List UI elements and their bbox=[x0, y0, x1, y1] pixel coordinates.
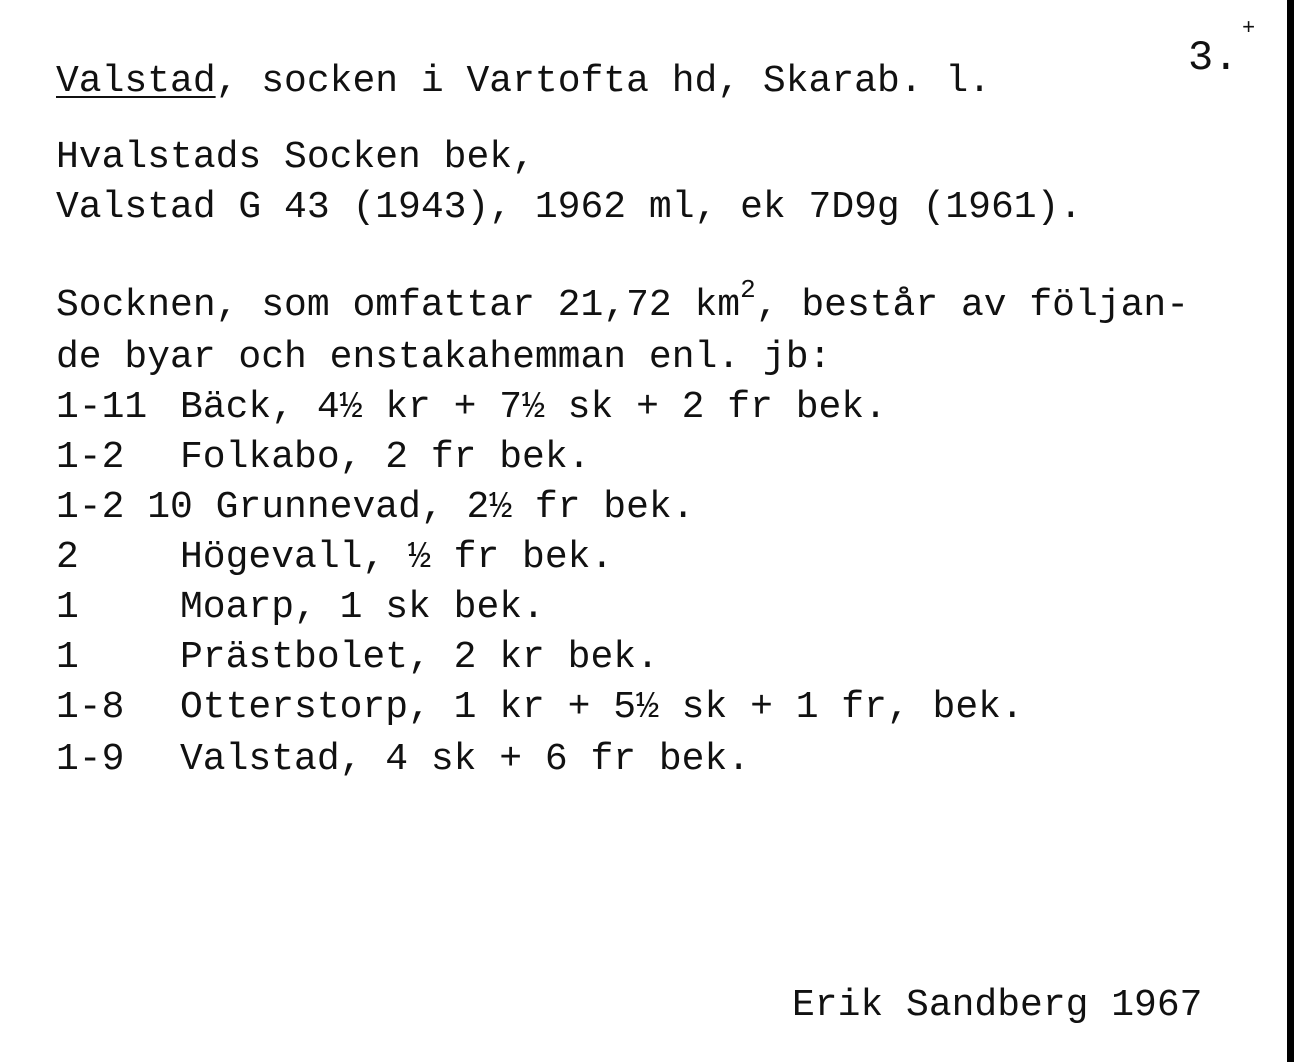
parish-location: , socken i Vartofta hd, Skarab. l. bbox=[215, 60, 991, 103]
parish-title: Valstad bbox=[56, 60, 216, 103]
page-number: 3. bbox=[1188, 34, 1239, 82]
village-number: 1-11 bbox=[56, 386, 148, 429]
village-row bbox=[56, 436, 590, 480]
name-line-2: Valstad G 43 (1943), 1962 ml, ek 7D9g (1961). bbox=[56, 186, 1083, 229]
village-row bbox=[56, 636, 659, 680]
village-text: Bäck, 4½ kr + 7½ sk + 2 fr bek. bbox=[180, 386, 887, 429]
village-text: Moarp, 1 sk bek. bbox=[180, 586, 545, 629]
village-text: Prästbolet, 2 kr bek. bbox=[180, 636, 659, 679]
corner-mark: + bbox=[1242, 16, 1256, 41]
village-number: 1-2 10 bbox=[56, 486, 193, 529]
village-text: Grunnevad, 2½ fr bek. bbox=[215, 486, 695, 529]
signature: Erik Sandberg 1967 bbox=[792, 984, 1203, 1027]
area-line-1 bbox=[56, 275, 1190, 330]
village-number: 2 bbox=[56, 536, 79, 579]
area-line-2: de byar och enstakahemman enl. jb: bbox=[56, 336, 832, 379]
village-number: 1 bbox=[56, 636, 79, 679]
village-text: Högevall, ½ fr bek. bbox=[180, 536, 614, 579]
village-number: 1-2 bbox=[56, 436, 125, 479]
village-number: 1-9 bbox=[56, 738, 125, 781]
village-text: Valstad, 4 sk + 6 fr bek. bbox=[180, 738, 751, 781]
village-text: Otterstorp, 1 kr + 5½ sk + 1 fr, bek. bbox=[180, 686, 1024, 729]
village-row bbox=[56, 386, 887, 430]
village-row bbox=[56, 586, 545, 630]
area-text-after: , består av följan- bbox=[755, 284, 1190, 327]
name-line-1: Hvalstads Socken bek, bbox=[56, 136, 535, 179]
area-text-before: Socknen, som omfattar 21,72 km bbox=[56, 284, 741, 327]
village-row bbox=[56, 486, 695, 530]
card-edge-line bbox=[1287, 0, 1294, 1062]
village-number: 1-8 bbox=[56, 686, 125, 729]
village-text: Folkabo, 2 fr bek. bbox=[180, 436, 591, 479]
village-number: 1 bbox=[56, 586, 79, 629]
village-row bbox=[56, 686, 1024, 730]
header-line bbox=[56, 60, 991, 104]
village-row bbox=[56, 536, 613, 580]
area-superscript: 2 bbox=[740, 275, 756, 305]
village-row bbox=[56, 738, 750, 782]
